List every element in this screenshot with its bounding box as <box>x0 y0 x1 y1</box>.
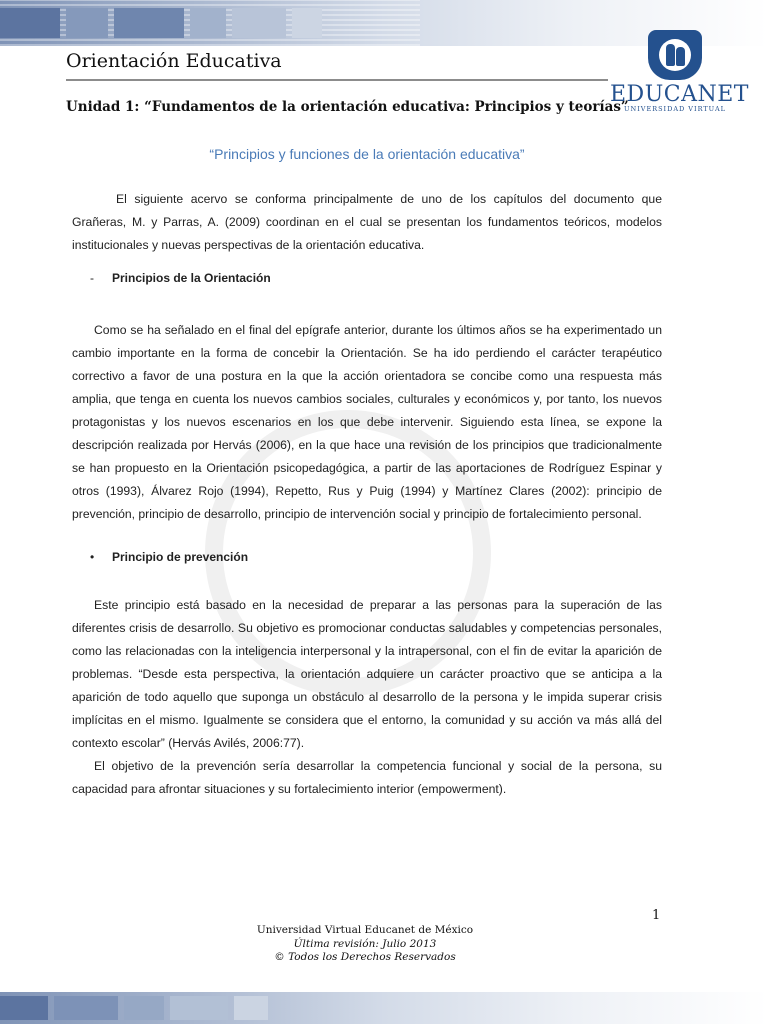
footer-copyright: © Todos los Derechos Reservados <box>274 951 456 963</box>
section-title: “Principios y funciones de la orientación educativa” <box>209 146 525 162</box>
paragraph-principios: Como se ha señalado en el final del epígrafe anterior, durante los últimos años se ha experimentado un cambio importante en la forma de concebir la Orientación. Se ha ido perdiendo el carácter terapéutico correctivo a favor de una postura en la que la acción orientadora se concibe como una respuesta más amplia, que tenga en cuenta los nuevos cambios sociales, culturales y económicos y, por tanto, los nuevos protagonistas y los nuevos escenarios en los que debe intervenir. Siguiendo esta línea, se expone la descripción realizada por Hervás (2006), en la que hace una revisión de los principios que tradicionalmente se han propuesto en la Orientación psicopedagógica, a partir de las aportaciones de Rodríguez Espinar y otros (1993), Álvarez Rojo (1994), Repetto, Rus y Puig (1994) y Martínez Clares (2002): principio de prevención, principio de desarrollo, principio de intervención social y principio de fortalecimiento personal. <box>72 323 662 521</box>
educanet-shield-icon <box>648 30 702 80</box>
paragraph-objetivo: El objetivo de la prevención sería desarrollar la competencia funcional y social de la persona, su capacidad para afrontar situaciones y su fortalecimiento interior (empowerment). <box>72 759 662 796</box>
footer-revision: Última revisión: Julio 2013 <box>293 937 437 950</box>
intro-paragraph: El siguiente acervo se conforma principalmente de uno de los capítulos del documento que Grañeras, M. y Parras, A. (2009) coordinan en el cual se presentan los fundamentos teóricos, modelos institucionales y nuevas perspectivas de la orientación educativa. <box>72 192 662 252</box>
heading-prevencion-text: Principio de prevención <box>112 550 249 564</box>
paragraph-prevencion: Este principio está basado en la necesidad de preparar a las personas para la superación de las diferentes crisis de desarrollo. Su objetivo es promocionar conductas saludables y competencias personales, como las relacionadas con la inteligencia interpersonal y la intrapersonal, con el fin de evitar la aparición de problemas. “Desde esta perspectiva, la orientación adquiere un carácter proactivo que se anticipa a la aparición de todo aquello que suponga un obstáculo al desarrollo de la persona y le impida superar crisis implícitas en el mismo. Igualmente se considera que el entorno, la comunidad y su acción va más allá del contexto escolar” (Hervás Avilés, 2006:77). <box>72 598 662 750</box>
document-body <box>72 146 662 801</box>
heading-principios-text: Principios de la Orientación <box>112 271 271 285</box>
heading-prevencion <box>72 550 662 564</box>
heading-principios <box>72 271 662 285</box>
footer-band <box>0 992 768 1024</box>
bullet-marker: • <box>90 550 95 564</box>
footer <box>200 924 530 965</box>
logo-subtitle: UNIVERSIDAD VIRTUAL <box>624 105 726 113</box>
document-title: Orientación Educativa <box>66 50 282 72</box>
dash-marker: - <box>90 271 94 285</box>
header-band-blocks <box>0 8 360 38</box>
unit-title: Unidad 1: “Fundamentos de la orientación educativa: Principios y teorías” <box>66 99 629 115</box>
logo-name: EDUCANET <box>610 82 749 107</box>
footer-institution: Universidad Virtual Educanet de México <box>256 924 474 936</box>
page-number: 1 <box>652 908 661 923</box>
footer-band-blocks <box>0 996 360 1020</box>
educanet-logo <box>610 30 749 113</box>
title-divider <box>66 79 608 81</box>
